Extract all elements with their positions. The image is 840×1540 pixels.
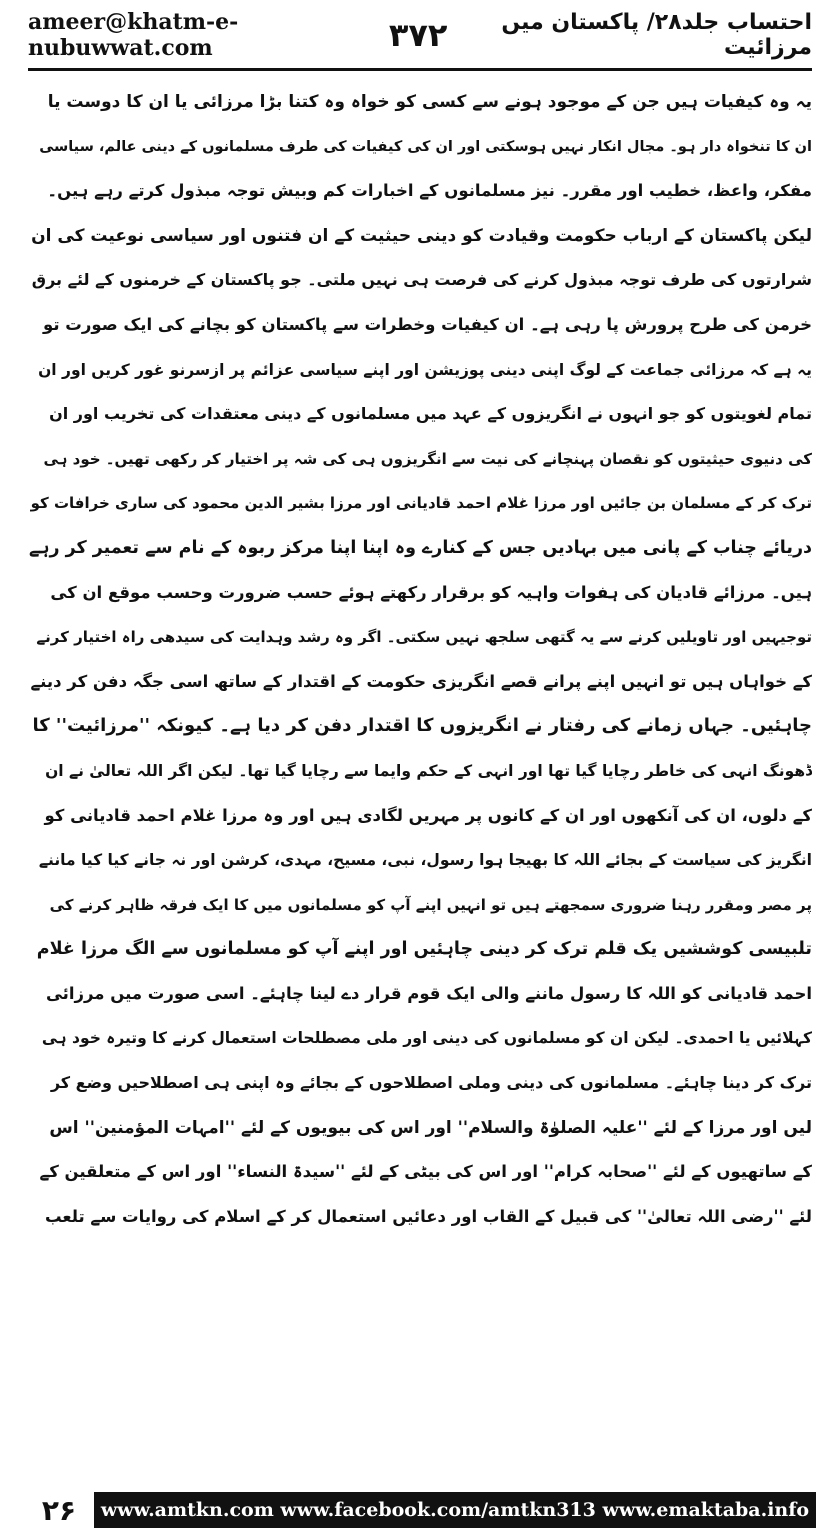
text-line: ترک کر کے مسلمان بن جائیں اور مرزا غلام احمد قادیانی اور مرزا بشیر الدین محمود کی ساری خرافات کو [30, 494, 812, 513]
text-line: ڈھونگ انہی کی خاطر رچایا گیا تھا اور انہی کے حکم وایما سے رچایا گیا تھا۔ لیکن اگر اللہ تعالیٰ نے ان [45, 761, 812, 780]
text-line: دریائے چناب کے پانی میں بہادیں جس کے کنارے وہ اپنا اپنا مرکز ربوہ کے نام سے تعمیر کر رہے [28, 537, 812, 558]
text-line: انگریز کی سیاست کے بجائے اللہ کا بھیجا ہوا رسول، نبی، مسیح، مہدی، کرشن اور نہ جانے کیا کیا ماننے [38, 851, 812, 870]
header-divider [28, 68, 812, 71]
header-page-number: ۳۷۲ [388, 16, 448, 54]
text-line: لیں اور مرزا کے لئے ''علیہ الصلوٰۃ والسلام'' اور اس کی بیویوں کے لئے ''امہات المؤمنین'' اس [49, 1117, 812, 1138]
text-line: تلبیسی کوششیں یک قلم ترک کر دینی چاہئیں اور اپنے آپ کو مسلمانوں سے الگ مرزا غلام [36, 939, 812, 960]
text-line: احمد قادیانی کو اللہ کا رسول ماننے والی ایک قوم قرار دے لینا چاہئے۔ اسی صورت میں مرزائی [45, 983, 812, 1003]
page-footer [24, 1490, 816, 1530]
text-line: پر مصر ومقرر رہنا ضروری سمجھتے ہیں تو انہیں اپنے آپ کو مسلمانوں میں کا ایک فرقہ ظاہر کرنے کی [49, 895, 812, 914]
text-line: کے ساتھیوں کے لئے ''صحابہ کرام'' اور اس کی بیٹی کے لئے ''سیدۃ النساء'' اور اس کے متعلقین کے [39, 1162, 812, 1182]
text-line: یہ وہ کیفیات ہیں جن کے موجود ہونے سے کسی کو خواہ وہ کتنا بڑا مرزائی یا ان کا دوست یا [47, 92, 812, 112]
body-text [28, 80, 812, 1239]
footer-links-bar [94, 1492, 816, 1528]
text-line: تمام لغویتوں کو جو انہوں نے انگریزوں کے عہد میں مسلمانوں کے دینی معتقدات کی تخریب اور ان [49, 404, 812, 424]
text-line: چاہئیں۔ جہاں زمانے کی رفتار نے انگریزوں کا اقتدار دفن کر دیا ہے۔ کیونکہ ''مرزائیت'' کا [32, 715, 812, 737]
page-header [28, 10, 812, 60]
text-line: کی دنیوی حیثیتوں کو نقصان پہنچانے کی نیت سے انگریزوں ہی کی شہ پر اختیار کر رکھی تھیں۔ خود ہی [43, 449, 812, 468]
text-line: کے خواہاں ہیں تو انہیں اپنے پرانے قصے انگریزی حکومت کے اقتدار کے ساتھ اسی جگہ دفن کر دینے [30, 671, 812, 691]
header-left [28, 9, 447, 61]
running-title: احتساب جلد۲۸/ پاکستان میں مرزائیت [501, 10, 812, 60]
footer-links: www.amtkn.com www.facebook.com/amtkn313 www.emaktaba.info [100, 1499, 810, 1521]
text-line: ان کا تنخواہ دار ہو۔ مجال انکار نہیں ہوسکتی اور ان کی کیفیات کی طرف مسلمانوں کے دینی عالم، سیاسی [39, 138, 812, 155]
text-line: لیکن پاکستان کے ارباب حکومت وقیادت کو دینی حیثیت کے ان فتنوں اور سیاسی نوعیت کی ان [31, 225, 812, 246]
footer-page-number: ۲۶ [41, 1493, 77, 1527]
header-email: ameer@khatm-e-nubuwwat.com [28, 9, 239, 61]
text-line: کہلائیں یا احمدی۔ لیکن ان کو مسلمانوں کی دینی اور ملی مصطلحات استعمال کرنے کا وتیرہ خود ہی [41, 1029, 812, 1048]
text-line: مفکر، واعظ، خطیب اور مقرر۔ نیز مسلمانوں کے اخبارات کم وبیش توجہ مبذول کرتے رہے ہیں۔ [47, 181, 812, 201]
text-line: ہیں۔ مرزائے قادیان کی ہفوات واہیہ کو برقرار رکھتے ہوئے حسب ضرورت وحسب موقع ان کی [50, 582, 812, 602]
text-line: خرمن کی طرح پرورش پا رہی ہے۔ ان کیفیات وخطرات سے پاکستان کو بچانے کی ایک صورت تو [43, 314, 812, 334]
text-line: شرارتوں کی طرف توجہ مبذول کرنے کی فرصت ہی نہیں ملتی۔ جو پاکستان کے خرمنوں کے لئے برق [31, 270, 812, 290]
text-line: کے دلوں، ان کی آنکھوں اور ان کے کانوں پر مہریں لگادی ہیں اور وہ مرزا غلام احمد قادیانی کو [44, 805, 812, 825]
text-line: یہ ہے کہ مرزائی جماعت کے لوگ اپنی دینی پوزیشن اور اپنے سیاسی عزائم پر ازسرنو غور کریں اور ان [38, 360, 812, 379]
text-line: لئے ''رضی اللہ تعالیٰ'' کی قبیل کے القاب اور دعائیں استعمال کر کے اسلام کی روایات سے تلعب [44, 1206, 812, 1226]
text-line: ترک کر دینا چاہئے۔ مسلمانوں کی دینی وملی اصطلاحوں کے بجائے وہ اپنی ہی اصطلاحیں وضع کر [50, 1073, 812, 1093]
text-line: توجیہیں اور تاویلیں کرنے سے یہ گتھی سلجھ نہیں سکتی۔ اگر وہ رشد وہدایت کی سیدھی راہ اختیار کرنے [36, 628, 812, 647]
